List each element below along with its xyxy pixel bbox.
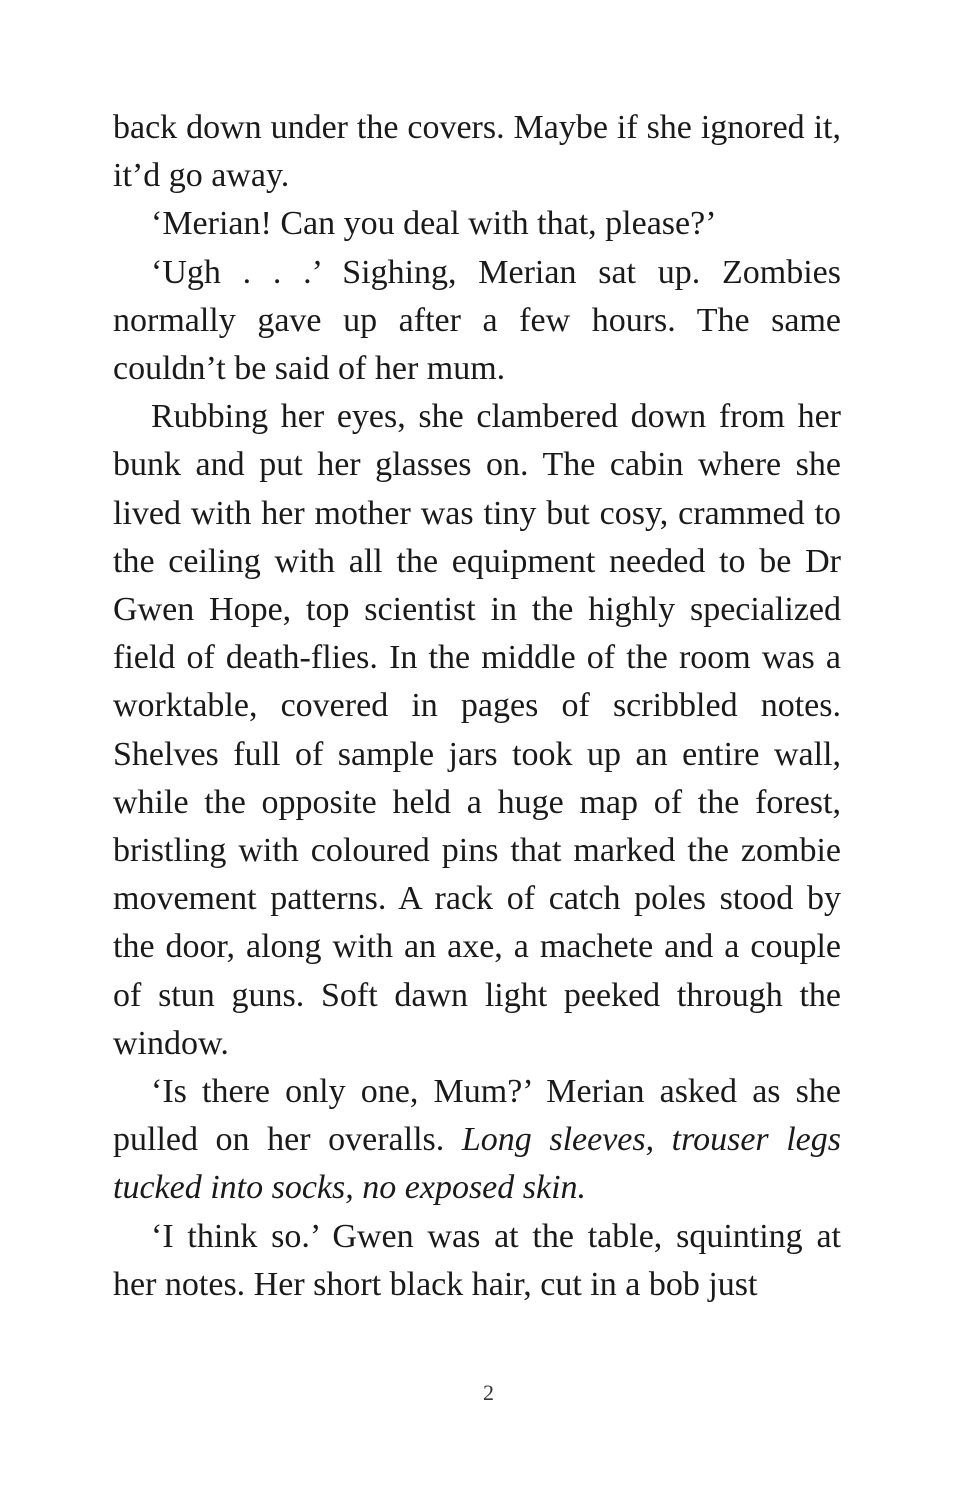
paragraph-5-text: ‘Is there only one, Mum?’ Merian asked as she pulled on her overalls. xyxy=(113,1073,841,1159)
paragraph-1: back down under the covers. Maybe if she ignored it, it’d go away. xyxy=(113,109,841,195)
paragraph-5-italic-text: Long sleeves, trouser legs tucked into socks, no exposed skin. xyxy=(113,1121,841,1207)
paragraph-2: ‘Merian! Can you deal with that, please?’ xyxy=(151,205,717,243)
page-body xyxy=(113,104,841,1309)
page-number: 2 xyxy=(483,1380,494,1405)
paragraph-3: ‘Ugh . . .’ Sighing, Merian sat up. Zombies normally gave up after a few hours. The same couldn’t be said of her mum. xyxy=(113,253,841,388)
paragraph-6: ‘I think so.’ Gwen was at the table, squinting at her notes. Her short black hair, cut in a bob just xyxy=(113,1217,841,1303)
paragraph-5 xyxy=(113,1068,841,1213)
paragraph-4: Rubbing her eyes, she clambered down from her bunk and put her glasses on. The cabin where she lived with her mother was tiny but cosy, crammed to the ceiling with all the equipment needed to be Dr Gwen Hope, top scientist in the highly specialized field of death-flies. In the middle of the room was a worktable, covered in pages of scribbled notes. Shelves full of sample jars took up an entire wall, while the opposite held a huge map of the forest, bristling with coloured pins that marked the zombie movement patterns. A rack of catch poles stood by the door, along with an axe, a machete and a couple of stun guns. Soft dawn light peeked through the window. xyxy=(113,398,841,1062)
